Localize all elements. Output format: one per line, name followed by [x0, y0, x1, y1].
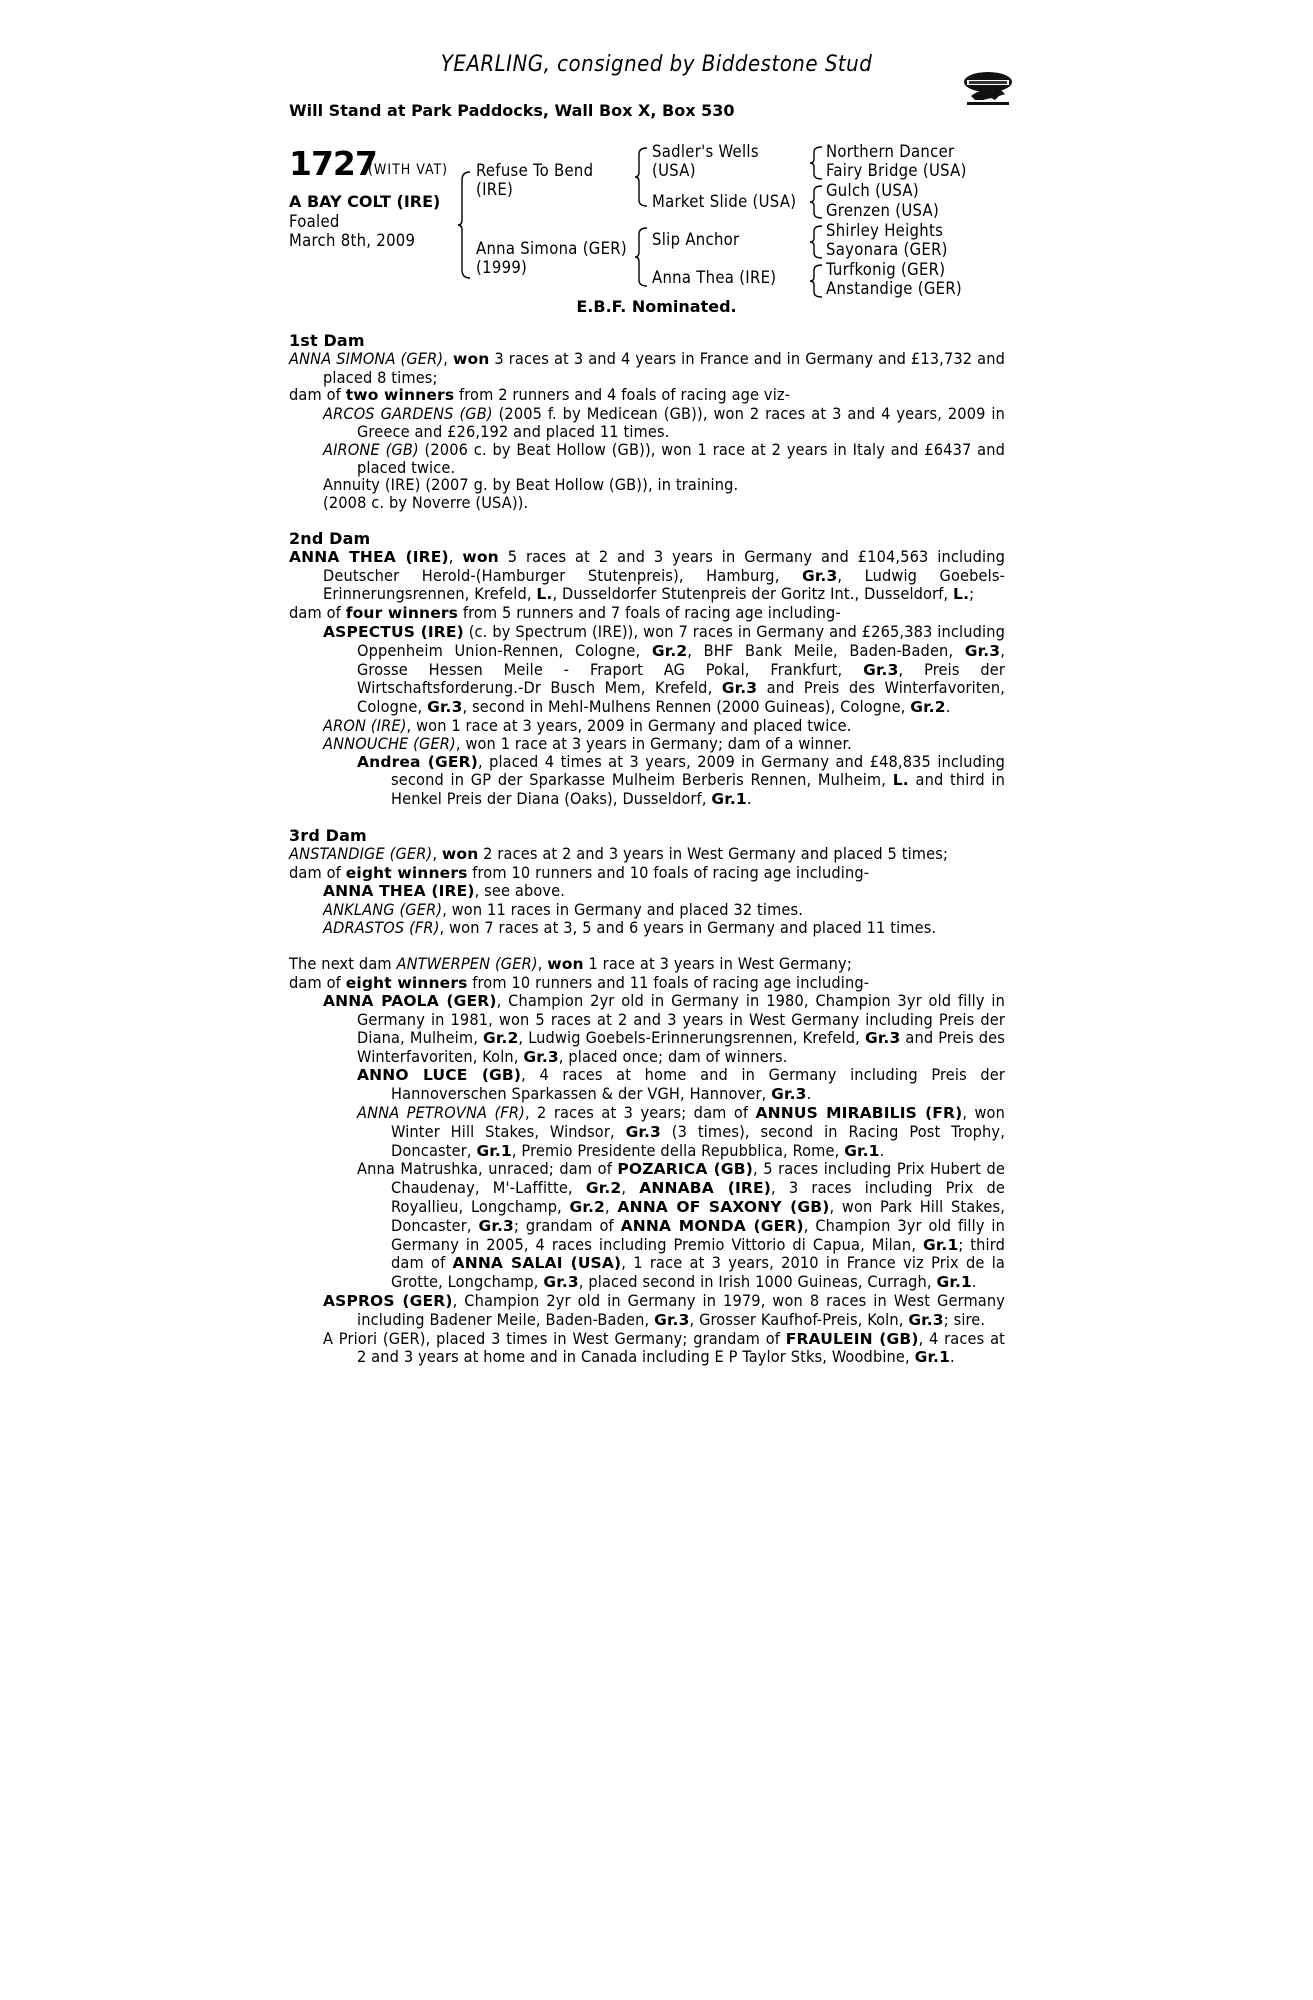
record-paragraph: ADRASTOS (FR), won 7 races at 3, 5 and 6 years in Germany and placed 11 times. — [323, 917, 937, 937]
vat-note: (WITH VAT) — [368, 162, 449, 178]
record-paragraph: A Priori (GER), placed 3 times in West Germany; grandam of FRAULEIN (GB), 4 races at 2 and 3 years at home and in Canada including E P Taylor Stks, Woodbine, Gr.1. — [323, 1328, 1006, 1367]
foaled-date: March 8th, 2009 — [289, 231, 416, 250]
horse-title: A BAY COLT (IRE) — [289, 192, 441, 211]
pedigree-sdd: Grenzen (USA) — [826, 201, 940, 220]
record-paragraph: ASPROS (GER), Champion 2yr old in Germany in 1979, won 8 races in West Germany including Badener Meile, Baden-Baden, Gr.3, Grosser Kaufhof-Preis, Koln, Gr.3; sire. — [323, 1291, 1006, 1329]
first-dam-section — [289, 350, 1005, 512]
pedigree-sds: Gulch (USA) — [826, 181, 919, 200]
record-paragraph: dam of eight winners from 10 runners and 10 foals of racing age including- — [289, 862, 870, 882]
produce-record — [289, 332, 1005, 1367]
record-paragraph: dam of two winners from 2 runners and 4 foals of racing age viz- — [289, 385, 791, 405]
pedigree-dds: Turfkonig (GER) — [826, 260, 946, 279]
record-paragraph: ANNA PETROVNA (FR), 2 races at 3 years; dam of ANNUS MIRABILIS (FR), won Winter Hill Stakes, Windsor, Gr.3 (3 times), second in Racing Post Trophy, Doncaster, Gr.1, Premio Presidente della Repubblica, Rome, Gr.1. — [357, 1103, 1005, 1160]
record-paragraph: ARCOS GARDENS (GB) (2005 f. by Medicean (GB)), won 2 races at 3 and 4 years, 2009 in Greece and £26,192 and placed 11 times. — [323, 404, 1005, 441]
section-heading-1st-dam: 1st Dam — [289, 331, 365, 350]
catalogue-header-title: YEARLING, consigned by Biddestone Stud — [440, 52, 873, 77]
second-dam-section — [289, 548, 1005, 809]
record-paragraph: ANNA THEA (IRE), won 5 races at 2 and 3 years in Germany and £104,563 including Deutscher Herold-(Hamburger Stutenpreis), Hamburg, Gr.3, Ludwig Goebels-Erinnerungsrennen, Krefeld, L., Dusseldorfer Stutenpreis der Goritz Int., Dusseldorf, L.; — [289, 546, 1005, 604]
pedigree-dss: Shirley Heights — [826, 221, 944, 240]
record-paragraph: (2008 c. by Noverre (USA)). — [323, 493, 529, 513]
record-paragraph: ANSTANDIGE (GER), won 2 races at 2 and 3 years in West Germany and placed 5 times; — [289, 843, 949, 863]
pedigree-ss-country: (USA) — [652, 161, 696, 180]
record-paragraph: ANNA PAOLA (GER), Champion 2yr old in Germany in 1980, Champion 3yr old filly in Germany in 1981, won 5 races at 2 and 3 years in West Germany including Preis der Diana, Mulheim, Gr.2, Ludwig Goebels-Erinnerungsrennen, Krefeld, Gr.3 and Preis des Winterfavoriten, Koln, Gr.3, placed once; dam of winners. — [323, 991, 1005, 1066]
pedigree-dam — [476, 239, 627, 277]
pedigree-sire-dam: Market Slide (USA) — [652, 192, 797, 211]
pedigree-sire-country: (IRE) — [476, 180, 514, 199]
pedigree-ddd: Anstandige (GER) — [826, 279, 963, 298]
stand-location: Will Stand at Park Paddocks, Wall Box X, Box 530 — [289, 101, 735, 120]
record-paragraph: The next dam ANTWERPEN (GER), won 1 race at 3 years in West Germany; — [289, 953, 852, 973]
record-paragraph: dam of eight winners from 10 runners and 11 foals of racing age including- — [289, 972, 870, 992]
pedigree-bracket — [635, 146, 649, 208]
record-paragraph: AIRONE (GB) (2006 c. by Beat Hollow (GB)), won 1 race at 2 years in Italy and £6437 and placed twice. — [323, 439, 1005, 477]
pedigree-bracket — [810, 263, 824, 299]
pedigree-dam-name: Anna Simona (GER) — [476, 239, 627, 258]
lot-number: 1727 — [289, 144, 377, 183]
record-paragraph: ASPECTUS (IRE) (c. by Spectrum (IRE)), won 7 races in Germany and £265,383 including Oppenheim Union-Rennen, Cologne, Gr.2, BHF Bank Meile, Baden-Baden, Gr.3, Grosse Hessen Meile - Fraport AG Pokal, Frankfurt, Gr.3, Preis der Wirtschaftsforderung.-Dr Busch Mem, Krefeld, Gr.3 and Preis des Winterfavoriten, Cologne, Gr.3, second in Mehl-Mulhens Rennen (2000 Guineas), Cologne, Gr.2. — [323, 621, 1005, 717]
horse-logo-icon — [961, 66, 1015, 110]
section-heading-3rd-dam: 3rd Dam — [289, 825, 367, 845]
record-paragraph: ANKLANG (GER), won 11 races in Germany and placed 32 times. — [323, 900, 804, 920]
pedigree-sire-sire — [652, 142, 759, 180]
pedigree-bracket — [810, 224, 824, 260]
record-paragraph: ANNOUCHE (GER), won 1 race at 3 years in Germany; dam of a winner. — [323, 733, 852, 753]
foaled-label: Foaled — [289, 212, 340, 231]
pedigree-ss-name: Sadler's Wells — [652, 142, 759, 161]
pedigree-dam-sire: Slip Anchor — [652, 230, 740, 249]
pedigree-sire — [476, 161, 593, 199]
pedigree-bracket — [635, 226, 649, 288]
record-paragraph: ANNO LUCE (GB), 4 races at home and in Germany including Preis der Hannoverschen Sparkassen & der VGH, Hannover, Gr.3. — [357, 1065, 1005, 1104]
section-heading-2nd-dam: 2nd Dam — [289, 528, 371, 548]
pedigree-bracket — [458, 170, 472, 280]
pedigree-dam-dam: Anna Thea (IRE) — [652, 268, 777, 287]
pedigree-dsd: Sayonara (GER) — [826, 240, 948, 259]
next-dam-section — [289, 955, 1005, 1368]
record-paragraph: dam of four winners from 5 runners and 7 foals of racing age including- — [289, 603, 841, 623]
pedigree-bracket — [810, 145, 824, 181]
third-dam-section — [289, 845, 1005, 937]
record-paragraph: Annuity (IRE) (2007 g. by Beat Hollow (GB)), in training. — [323, 475, 739, 495]
pedigree-ssd: Fairy Bridge (USA) — [826, 161, 967, 180]
record-paragraph: ARON (IRE), won 1 race at 3 years, 2009 in Germany and placed twice. — [323, 715, 852, 735]
ebf-nominated: E.B.F. Nominated. — [576, 297, 737, 316]
pedigree-sire-name: Refuse To Bend — [476, 161, 594, 180]
pedigree-bracket — [810, 184, 824, 220]
pedigree-sss: Northern Dancer — [826, 142, 955, 161]
record-paragraph: ANNA THEA (IRE), see above. — [323, 881, 566, 901]
record-paragraph: Andrea (GER), placed 4 times at 3 years, 2009 in Germany and £48,835 including second in GP der Sparkasse Mulheim Berberis Rennen, Mulheim, L. and third in Henkel Preis der Diana (Oaks), Dusseldorf, Gr.1. — [357, 751, 1006, 809]
record-paragraph: Anna Matrushka, unraced; dam of POZARICA (GB), 5 races including Prix Hubert de Chaudenay, M'-Laffitte, Gr.2, ANNABA (IRE), 3 races including Prix de Royallieu, Longchamp, Gr.2, ANNA OF SAXONY (GB), won Park Hill Stakes, Doncaster, Gr.3; grandam of ANNA MONDA (GER), Champion 3yr old filly in Germany in 2005, 4 races including Premio Vittorio di Capua, Milan, Gr.1; third dam of ANNA SALAI (USA), 1 race at 3 years, 2010 in France viz Prix de la Grotte, Longchamp, Gr.3, placed second in Irish 1000 Guineas, Curragh, Gr.1. — [357, 1159, 1005, 1292]
record-paragraph: ANNA SIMONA (GER), won 3 races at 3 and 4 years in France and in Germany and £13,732 and placed 8 times; — [289, 348, 1005, 387]
pedigree-dam-year: (1999) — [476, 258, 528, 277]
